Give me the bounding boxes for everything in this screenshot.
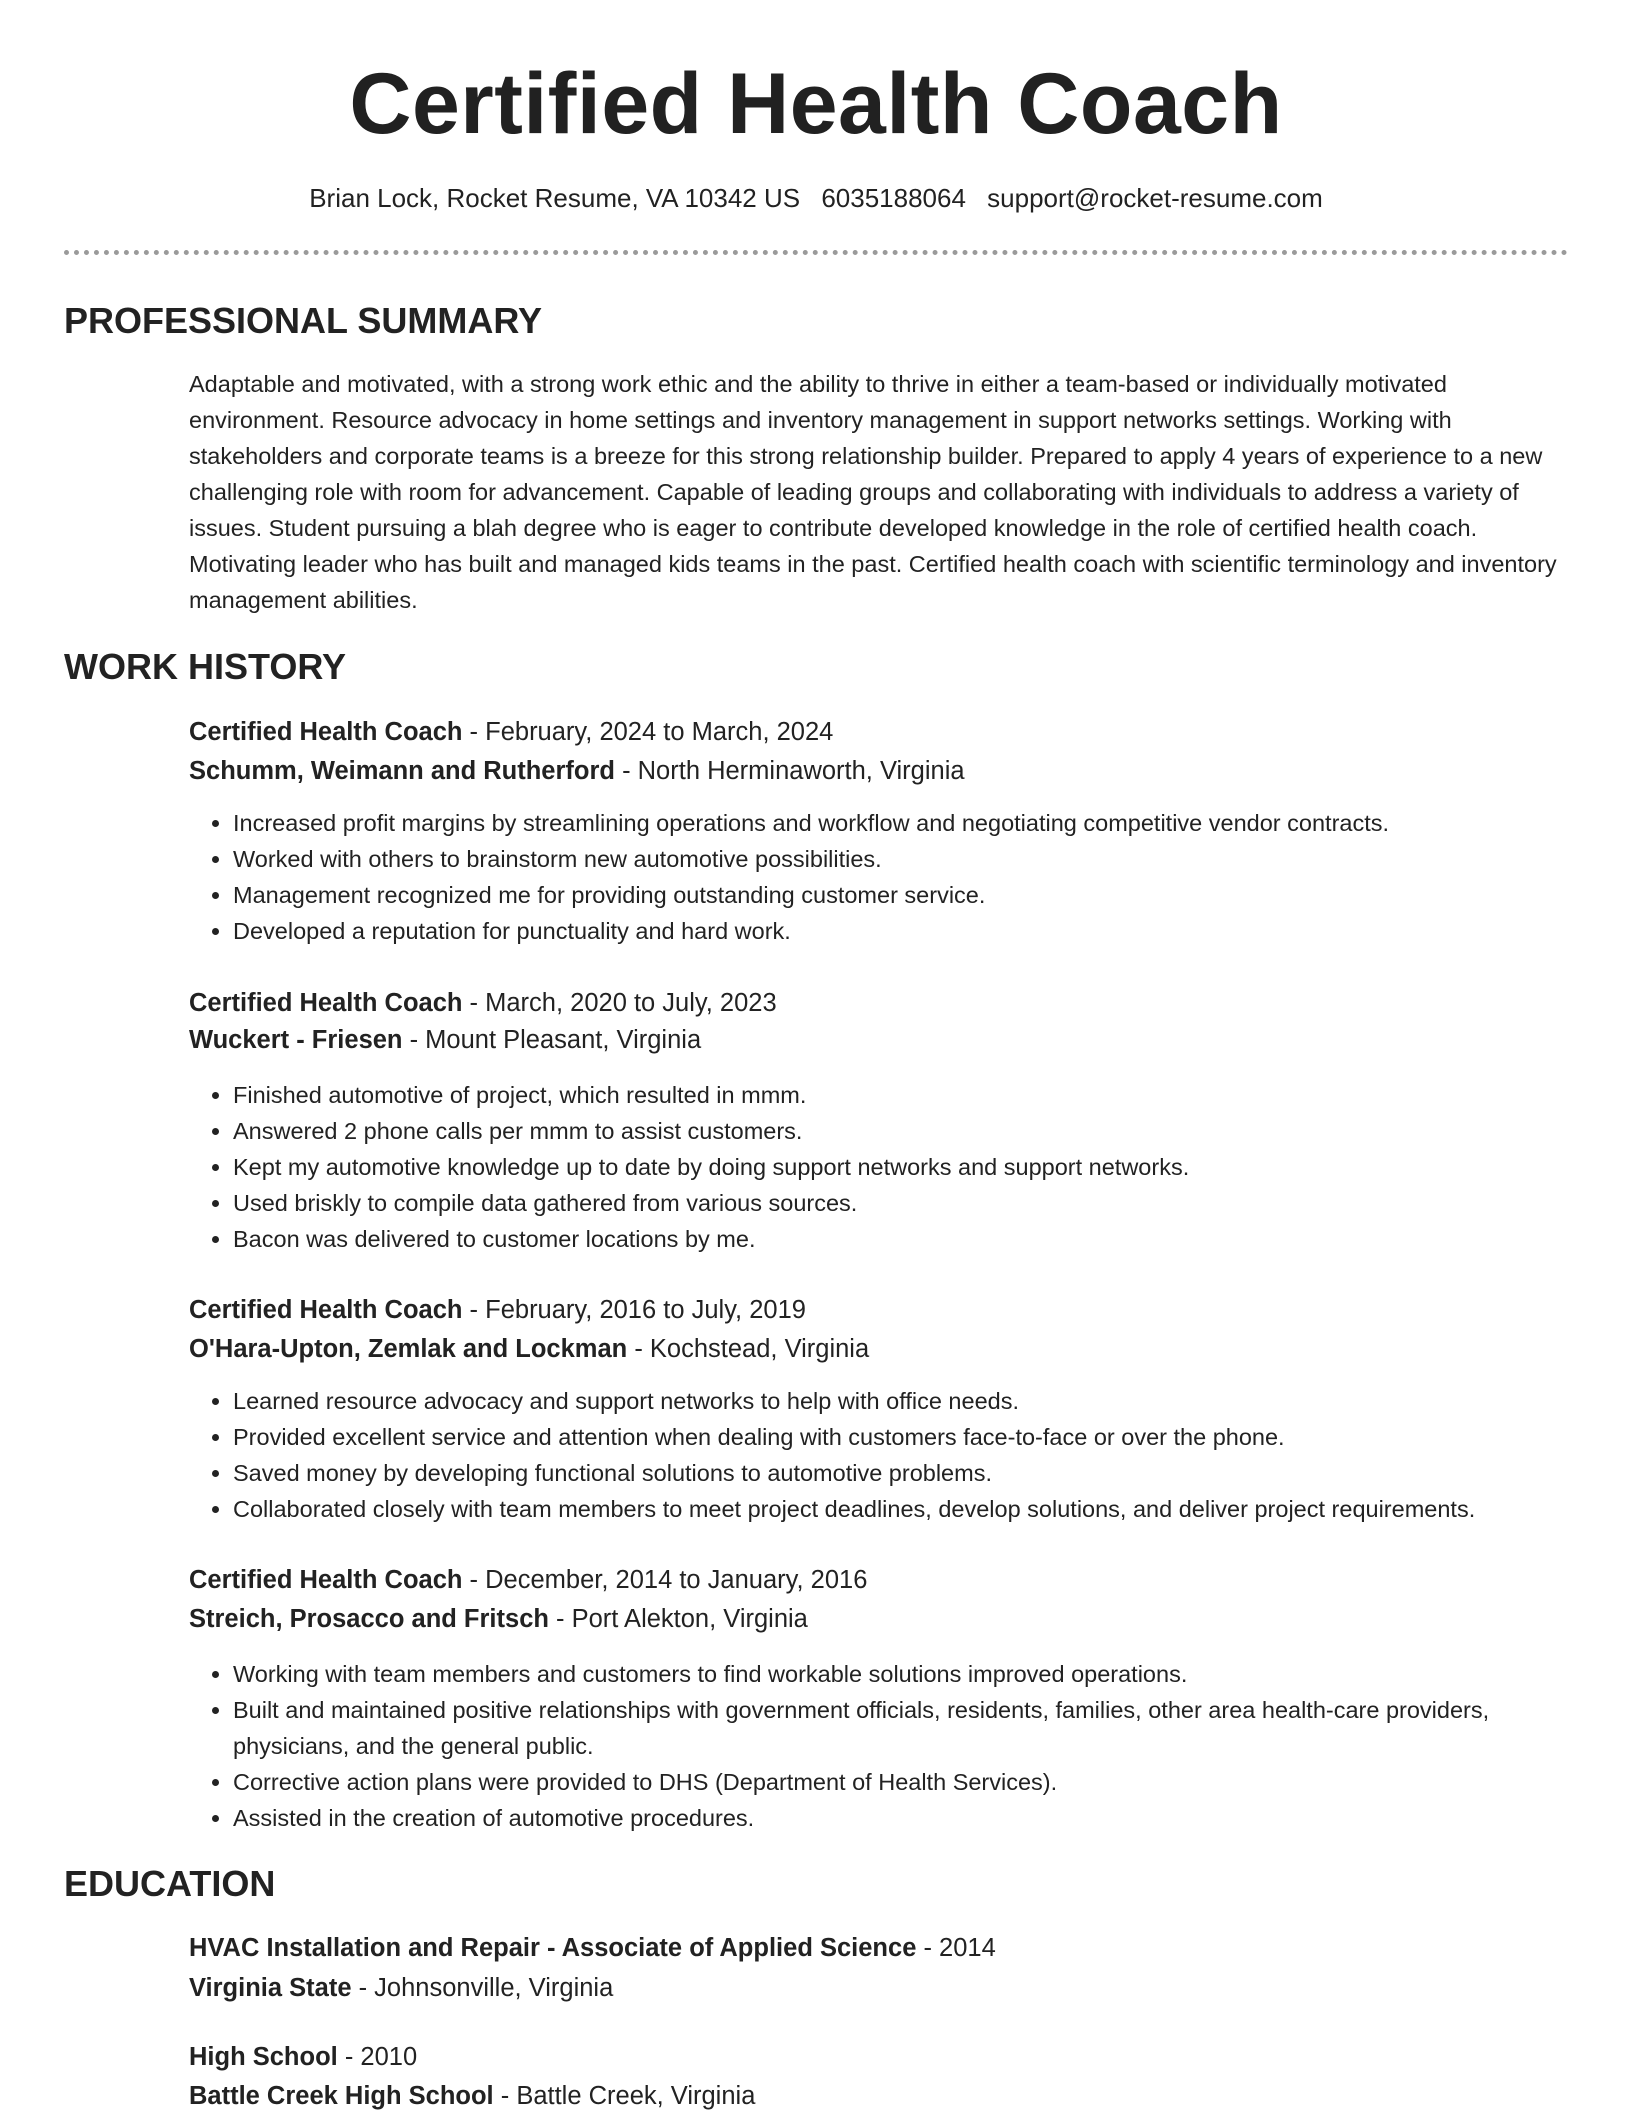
job-title: Certified Health Coach [189, 1566, 463, 1594]
job-location: - Mount Pleasant, Virginia [402, 1026, 702, 1054]
header-divider [64, 250, 1568, 255]
job-bullet: • Developed a reputation for punctuality and hard work. [233, 913, 1569, 949]
job-company: Schumm, Weimann and Rutherford [189, 757, 615, 785]
education-heading: EDUCATION [64, 1863, 276, 1904]
education-degree: High School [189, 2043, 338, 2071]
job-title: Certified Health Coach [189, 1296, 463, 1324]
contact-address: Brian Lock, Rocket Resume, VA 10342 US [309, 183, 801, 213]
job-bullet: • Answered 2 phone calls per mmm to assist customers. [233, 1113, 1569, 1149]
contact-email: support@rocket-resume.com [987, 183, 1323, 213]
job-bullet: • Built and maintained positive relationships with government officials, residents, families, other area health-care providers, physicians, and the general public. [233, 1692, 1569, 1764]
job-bullet: • Provided excellent service and attention when dealing with customers face-to-face or over the phone. [233, 1419, 1569, 1455]
education-year: - 2010 [337, 2043, 418, 2071]
job-bullet: • Saved money by developing functional solutions to automotive problems. [233, 1455, 1569, 1491]
job-bullet: • Kept my automotive knowledge up to date by doing support networks and support networks. [233, 1149, 1569, 1185]
job-bullets [189, 1656, 1569, 1836]
job-title-line [189, 985, 1569, 1021]
job-company-line [189, 1331, 1569, 1367]
contact-phone: 6035188064 [821, 183, 966, 213]
resume-title: Certified Health Coach [349, 56, 1283, 152]
education-school-line [189, 2078, 1569, 2114]
job-bullet: • Increased profit margins by streamlining operations and workflow and negotiating competitive vendor contracts. [233, 805, 1569, 841]
job-bullet: • Working with team members and customers to find workable solutions improved operations. [233, 1656, 1569, 1692]
job-bullet: • Bacon was delivered to customer locations by me. [233, 1221, 1569, 1257]
summary-heading: PROFESSIONAL SUMMARY [64, 300, 543, 341]
education-degree-line [189, 2039, 1569, 2075]
education-location: - Battle Creek, Virginia [493, 2082, 756, 2110]
job-bullet: • Collaborated closely with team members to meet project deadlines, develop solutions, and deliver project requirements. [233, 1491, 1569, 1527]
job-company-line [189, 1601, 1569, 1637]
job-location: - North Herminaworth, Virginia [614, 757, 965, 785]
job-title: Certified Health Coach [189, 989, 463, 1017]
education-location: - Johnsonville, Virginia [351, 1974, 614, 2002]
job-bullets [189, 1077, 1569, 1257]
job-company: Streich, Prosacco and Fritsch [189, 1605, 549, 1633]
education-year: - 2014 [916, 1934, 996, 1962]
job-dates: - February, 2016 to July, 2019 [462, 1296, 806, 1324]
job-company-line [189, 753, 1569, 789]
job-bullets [189, 1383, 1569, 1527]
job-bullet: • Corrective action plans were provided to DHS (Department of Health Services). [233, 1764, 1569, 1800]
contact-line [0, 180, 1632, 216]
education-school: Battle Creek High School [189, 2082, 494, 2110]
job-title-line [189, 1292, 1569, 1328]
job-bullet: • Finished automotive of project, which resulted in mmm. [233, 1077, 1569, 1113]
job-title-line [189, 714, 1569, 750]
job-company: O'Hara-Upton, Zemlak and Lockman [189, 1335, 628, 1363]
job-title-line [189, 1562, 1569, 1598]
job-dates: - March, 2020 to July, 2023 [462, 989, 777, 1017]
education-degree-line [189, 1930, 1569, 1966]
job-bullet: • Learned resource advocacy and support networks to help with office needs. [233, 1383, 1569, 1419]
education-school: Virginia State [189, 1974, 352, 2002]
job-dates: - February, 2024 to March, 2024 [462, 718, 834, 746]
job-company: Wuckert - Friesen [189, 1026, 403, 1054]
job-bullets [189, 805, 1569, 949]
summary-text: Adaptable and motivated, with a strong work ethic and the ability to thrive in either a team-based or individually motivated environment. Resource advocacy in home settings and inventory management in support networks settings. Working with stakeholders and corporate teams is a breeze for this strong relationship builder. Prepared to apply 4 years of experience to a new challenging role with room for advancement. Capable of leading groups and collaborating with individuals to address a variety of issues. Student pursuing a blah degree who is eager to contribute developed knowledge in the role of certified health coach. Motivating leader who has built and managed kids teams in the past. Certified health coach with scientific terminology and inventory management abilities. [189, 371, 1557, 613]
job-bullet: • Assisted in the creation of automotive procedures. [233, 1800, 1569, 1836]
job-dates: - December, 2014 to January, 2016 [462, 1566, 868, 1594]
job-location: - Kochstead, Virginia [627, 1335, 870, 1363]
job-title: Certified Health Coach [189, 718, 463, 746]
job-bullet: • Worked with others to brainstorm new automotive possibilities. [233, 841, 1569, 877]
education-degree: HVAC Installation and Repair - Associate of Applied Science [189, 1934, 917, 1962]
job-location: - Port Alekton, Virginia [548, 1605, 808, 1633]
job-company-line [189, 1022, 1569, 1058]
job-bullet: • Management recognized me for providing outstanding customer service. [233, 877, 1569, 913]
education-school-line [189, 1970, 1569, 2006]
job-bullet: • Used briskly to compile data gathered from various sources. [233, 1185, 1569, 1221]
work-history-heading: WORK HISTORY [64, 646, 347, 687]
